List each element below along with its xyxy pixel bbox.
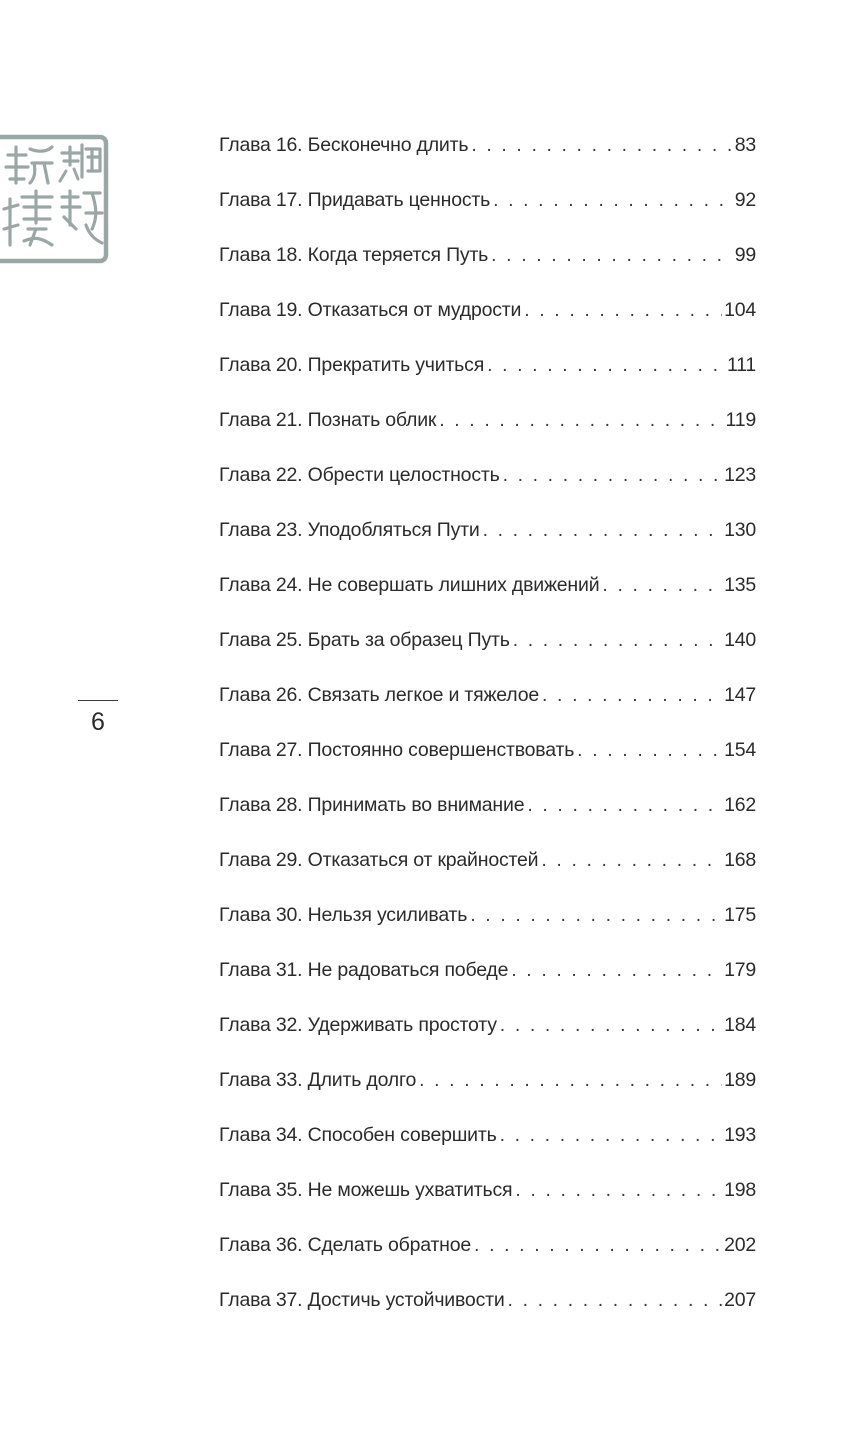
toc-entry-page: 202 [724,1234,756,1256]
toc-entry[interactable] [219,516,756,571]
toc-entry[interactable] [219,681,756,736]
toc-entry-title: Глава 35. Не можешь ухватиться [219,1179,513,1201]
toc-dot-leader [511,956,722,984]
toc-entry-page: 198 [724,1179,756,1201]
toc-entry[interactable] [219,351,756,406]
toc-dot-leader [439,406,723,434]
toc-entry-page: 104 [724,299,756,321]
toc-dot-leader [542,681,722,709]
toc-dot-leader [508,1286,723,1314]
toc-entry[interactable] [219,1011,756,1066]
toc-entry-page: 83 [734,134,756,156]
toc-entry[interactable] [219,296,756,351]
toc-entry-title: Глава 27. Постоянно совершенствовать [219,739,575,761]
toc-dot-leader [500,1011,722,1039]
folio-rule [78,700,118,701]
toc-entry[interactable] [219,736,756,791]
toc-dot-leader [471,131,732,159]
toc-entry-page: 130 [724,519,756,541]
toc-dot-leader [541,846,722,874]
toc-dot-leader [483,516,722,544]
toc-entry-page: 184 [724,1014,756,1036]
toc-entry-title: Глава 23. Уподобляться Пути [219,519,480,541]
toc-entry[interactable] [219,791,756,846]
toc-dot-leader [503,461,723,489]
toc-dot-leader [470,901,722,929]
toc-entry-page: 111 [726,354,756,376]
toc-dot-leader [527,791,722,819]
toc-entry[interactable] [219,1176,756,1231]
toc-entry[interactable] [219,406,756,461]
toc-entry-title: Глава 21. Познать облик [219,409,437,431]
toc-entry-title: Глава 16. Бесконечно длить [219,134,469,156]
toc-entry-title: Глава 36. Сделать обратное [219,1234,472,1256]
toc-entry-title: Глава 22. Обрести целостность [219,464,500,486]
toc-entry-title: Глава 24. Не совершать лишних движений [219,574,600,596]
toc-entry-title: Глава 29. Отказаться от крайностей [219,849,539,871]
toc-dot-leader [602,571,722,599]
toc-entry-page: 193 [724,1124,756,1146]
toc-entry-title: Глава 28. Принимать во внимание [219,794,525,816]
toc-dot-leader [487,351,725,379]
toc-dot-leader [419,1066,722,1094]
toc-entry-title: Глава 20. Прекратить учиться [219,354,485,376]
chinese-seal-stamp-icon [0,133,112,265]
toc-entry[interactable] [219,956,756,1011]
toc-dot-leader [474,1231,722,1259]
toc-entry-title: Глава 32. Удерживать простоту [219,1014,497,1036]
toc-entry-page: 179 [724,959,756,981]
toc-entry[interactable] [219,901,756,956]
table-of-contents [219,131,756,1341]
toc-entry-page: 119 [725,409,756,431]
toc-entry[interactable] [219,1066,756,1121]
toc-dot-leader [491,241,733,269]
page-number: 6 [91,708,105,736]
toc-dot-leader [577,736,722,764]
toc-entry-title: Глава 33. Длить долго [219,1069,417,1091]
toc-dot-leader [515,1176,722,1204]
toc-entry[interactable] [219,186,756,241]
toc-entry[interactable] [219,846,756,901]
toc-entry[interactable] [219,626,756,681]
toc-dot-leader [500,1121,722,1149]
toc-entry-title: Глава 18. Когда теряется Путь [219,244,489,266]
toc-entry[interactable] [219,1121,756,1176]
toc-entry-page: 147 [724,684,756,706]
toc-entry-title: Глава 26. Связать легкое и тяжелое [219,684,539,706]
toc-entry-page: 175 [724,904,756,926]
toc-entry-page: 189 [724,1069,756,1091]
toc-entry-title: Глава 31. Не радоваться победе [219,959,509,981]
toc-entry-page: 207 [724,1289,756,1311]
toc-entry-title: Глава 19. Отказаться от мудрости [219,299,522,321]
toc-entry[interactable] [219,131,756,186]
toc-entry-page: 162 [724,794,756,816]
toc-dot-leader [493,186,733,214]
toc-entry[interactable] [219,461,756,516]
toc-entry-page: 135 [724,574,756,596]
toc-entry-page: 92 [734,189,756,211]
toc-entry-page: 168 [724,849,756,871]
toc-entry-page: 123 [724,464,756,486]
page-folio [78,700,118,736]
toc-entry-title: Глава 30. Нельзя усиливать [219,904,468,926]
toc-entry-page: 140 [724,629,756,651]
toc-entry-page: 154 [724,739,756,761]
toc-dot-leader [513,626,722,654]
toc-entry[interactable] [219,1231,756,1286]
toc-entry[interactable] [219,241,756,296]
toc-entry-title: Глава 37. Достичь устойчивости [219,1289,505,1311]
toc-entry-page: 99 [734,244,756,266]
toc-entry[interactable] [219,571,756,626]
toc-dot-leader [524,296,722,324]
toc-entry-title: Глава 17. Придавать ценность [219,189,491,211]
toc-entry-title: Глава 34. Способен совершить [219,1124,497,1146]
toc-entry[interactable] [219,1286,756,1341]
toc-entry-title: Глава 25. Брать за образец Путь [219,629,510,651]
